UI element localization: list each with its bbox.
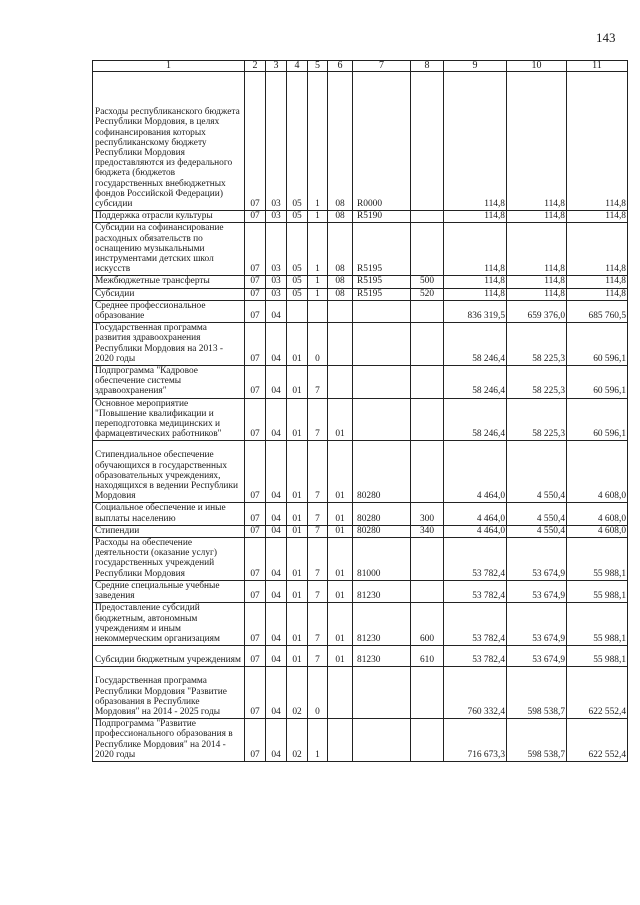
code-section: 07 bbox=[245, 276, 266, 288]
code-type: 600 bbox=[411, 603, 444, 646]
amount-col11: 60 596,1 bbox=[567, 323, 628, 366]
amount-col10: 58 225,3 bbox=[507, 398, 567, 441]
column-header: 4 bbox=[287, 61, 308, 72]
code-subprogram: 1 bbox=[308, 223, 328, 276]
amount-col9: 58 246,4 bbox=[444, 323, 507, 366]
amount-col10: 53 674,9 bbox=[507, 580, 567, 602]
code-type bbox=[411, 719, 444, 762]
row-name: Государственная программа Республики Мордовия "Развитие образования в Республике Мордовия" на 2014 - 2025 годы bbox=[93, 667, 245, 719]
code-program: 01 bbox=[287, 398, 308, 441]
column-header: 6 bbox=[328, 61, 353, 72]
code-expense bbox=[353, 300, 411, 322]
table-row bbox=[93, 300, 628, 322]
code-subprogram: 7 bbox=[308, 503, 328, 525]
code-subsection: 04 bbox=[266, 646, 287, 667]
code-subprogram: 1 bbox=[308, 72, 328, 211]
code-subsection: 04 bbox=[266, 603, 287, 646]
amount-col9: 53 782,4 bbox=[444, 646, 507, 667]
amount-col10: 58 225,3 bbox=[507, 323, 567, 366]
code-type bbox=[411, 323, 444, 366]
code-type bbox=[411, 667, 444, 719]
code-subprogram: 7 bbox=[308, 603, 328, 646]
code-activity bbox=[328, 300, 353, 322]
amount-col11: 114,8 bbox=[567, 211, 628, 223]
code-subsection: 04 bbox=[266, 667, 287, 719]
amount-col11: 60 596,1 bbox=[567, 398, 628, 441]
amount-col10: 4 550,4 bbox=[507, 441, 567, 503]
code-type bbox=[411, 441, 444, 503]
column-header: 3 bbox=[266, 61, 287, 72]
code-activity: 01 bbox=[328, 580, 353, 602]
code-program: 05 bbox=[287, 211, 308, 223]
row-name: Государственная программа развития здравоохранения Республики Мордовия на 2013 - 2020 годы bbox=[93, 323, 245, 366]
amount-col10: 53 674,9 bbox=[507, 538, 567, 581]
amount-col11: 55 988,1 bbox=[567, 538, 628, 581]
amount-col9: 58 246,4 bbox=[444, 398, 507, 441]
code-type bbox=[411, 211, 444, 223]
row-name: Стипендиальное обеспечение обучающихся в государственных образовательных учреждениях, находящихся в ведении Республики Мордовия bbox=[93, 441, 245, 503]
row-name: Субсидии на софинансирование расходных обязательств по оснащению музыкальными инструментами детских школ искусств bbox=[93, 223, 245, 276]
code-activity: 01 bbox=[328, 646, 353, 667]
amount-col10: 114,8 bbox=[507, 211, 567, 223]
code-type: 340 bbox=[411, 525, 444, 537]
code-subprogram: 0 bbox=[308, 667, 328, 719]
code-section: 07 bbox=[245, 525, 266, 537]
code-program: 01 bbox=[287, 323, 308, 366]
code-type: 610 bbox=[411, 646, 444, 667]
code-subsection: 04 bbox=[266, 300, 287, 322]
code-expense: 81230 bbox=[353, 603, 411, 646]
code-section: 07 bbox=[245, 441, 266, 503]
code-expense: 80280 bbox=[353, 503, 411, 525]
table-row bbox=[93, 580, 628, 602]
code-type bbox=[411, 366, 444, 399]
amount-col11: 60 596,1 bbox=[567, 366, 628, 399]
column-header: 7 bbox=[353, 61, 411, 72]
code-expense: R5195 bbox=[353, 223, 411, 276]
code-expense: R0000 bbox=[353, 72, 411, 211]
code-type bbox=[411, 580, 444, 602]
amount-col10: 114,8 bbox=[507, 276, 567, 288]
amount-col11: 622 552,4 bbox=[567, 667, 628, 719]
code-expense: 81230 bbox=[353, 646, 411, 667]
code-subprogram: 1 bbox=[308, 211, 328, 223]
amount-col11: 622 552,4 bbox=[567, 719, 628, 762]
code-subsection: 04 bbox=[266, 441, 287, 503]
code-program: 05 bbox=[287, 276, 308, 288]
table-row bbox=[93, 366, 628, 399]
code-activity bbox=[328, 719, 353, 762]
code-expense: 80280 bbox=[353, 441, 411, 503]
amount-col9: 836 319,5 bbox=[444, 300, 507, 322]
table-row bbox=[93, 323, 628, 366]
code-expense: 80280 bbox=[353, 525, 411, 537]
amount-col9: 716 673,3 bbox=[444, 719, 507, 762]
amount-col9: 760 332,4 bbox=[444, 667, 507, 719]
amount-col11: 55 988,1 bbox=[567, 580, 628, 602]
code-activity: 08 bbox=[328, 288, 353, 300]
amount-col11: 55 988,1 bbox=[567, 646, 628, 667]
code-section: 07 bbox=[245, 719, 266, 762]
amount-col11: 114,8 bbox=[567, 288, 628, 300]
code-subsection: 04 bbox=[266, 398, 287, 441]
table-row bbox=[93, 503, 628, 525]
code-program: 05 bbox=[287, 223, 308, 276]
row-name: Социальное обеспечение и иные выплаты населению bbox=[93, 503, 245, 525]
table-row bbox=[93, 441, 628, 503]
code-program: 01 bbox=[287, 603, 308, 646]
code-subsection: 04 bbox=[266, 525, 287, 537]
code-activity: 01 bbox=[328, 441, 353, 503]
amount-col9: 114,8 bbox=[444, 223, 507, 276]
column-header: 1 bbox=[93, 61, 245, 72]
amount-col11: 55 988,1 bbox=[567, 603, 628, 646]
code-subsection: 04 bbox=[266, 323, 287, 366]
row-name: Предоставление субсидий бюджетным, автономным учреждениям и иным некоммерческим организациям bbox=[93, 603, 245, 646]
code-activity bbox=[328, 667, 353, 719]
amount-col11: 4 608,0 bbox=[567, 503, 628, 525]
code-subprogram: 7 bbox=[308, 366, 328, 399]
code-section: 07 bbox=[245, 300, 266, 322]
amount-col9: 58 246,4 bbox=[444, 366, 507, 399]
table-row bbox=[93, 223, 628, 276]
code-subprogram: 1 bbox=[308, 276, 328, 288]
code-subsection: 04 bbox=[266, 503, 287, 525]
code-section: 07 bbox=[245, 580, 266, 602]
table-row bbox=[93, 603, 628, 646]
code-program: 01 bbox=[287, 503, 308, 525]
code-program: 02 bbox=[287, 719, 308, 762]
code-subprogram: 7 bbox=[308, 538, 328, 581]
amount-col9: 114,8 bbox=[444, 211, 507, 223]
code-subprogram: 1 bbox=[308, 719, 328, 762]
row-name: Среднее профессиональное образование bbox=[93, 300, 245, 322]
table-row bbox=[93, 667, 628, 719]
table-row bbox=[93, 538, 628, 581]
amount-col9: 4 464,0 bbox=[444, 525, 507, 537]
amount-col9: 114,8 bbox=[444, 72, 507, 211]
row-name: Стипендии bbox=[93, 525, 245, 537]
table-row bbox=[93, 525, 628, 537]
table-row bbox=[93, 72, 628, 211]
table-row bbox=[93, 276, 628, 288]
code-section: 07 bbox=[245, 603, 266, 646]
code-expense: R5195 bbox=[353, 288, 411, 300]
code-subsection: 03 bbox=[266, 288, 287, 300]
amount-col10: 659 376,0 bbox=[507, 300, 567, 322]
code-activity: 01 bbox=[328, 525, 353, 537]
row-name: Субсидии bbox=[93, 288, 245, 300]
row-name: Поддержка отрасли культуры bbox=[93, 211, 245, 223]
code-activity: 08 bbox=[328, 211, 353, 223]
code-expense bbox=[353, 719, 411, 762]
code-subprogram: 7 bbox=[308, 580, 328, 602]
amount-col9: 53 782,4 bbox=[444, 538, 507, 581]
code-subsection: 04 bbox=[266, 538, 287, 581]
code-subsection: 03 bbox=[266, 72, 287, 211]
row-name: Межбюджетные трансферты bbox=[93, 276, 245, 288]
code-subprogram bbox=[308, 300, 328, 322]
row-name: Подпрограмма "Развитие профессионального образования в Республике Мордовия" на 2014 - 2020 годы bbox=[93, 719, 245, 762]
code-activity: 01 bbox=[328, 603, 353, 646]
code-activity: 01 bbox=[328, 503, 353, 525]
code-subprogram: 1 bbox=[308, 288, 328, 300]
amount-col11: 114,8 bbox=[567, 72, 628, 211]
code-subsection: 03 bbox=[266, 211, 287, 223]
amount-col10: 598 538,7 bbox=[507, 667, 567, 719]
code-subprogram: 7 bbox=[308, 398, 328, 441]
table-row bbox=[93, 719, 628, 762]
column-header: 9 bbox=[444, 61, 507, 72]
code-program: 01 bbox=[287, 646, 308, 667]
code-activity bbox=[328, 366, 353, 399]
code-subsection: 04 bbox=[266, 719, 287, 762]
code-type bbox=[411, 398, 444, 441]
code-program: 01 bbox=[287, 580, 308, 602]
code-activity: 08 bbox=[328, 223, 353, 276]
row-name: Подпрограмма "Кадровое обеспечение системы здравоохранения" bbox=[93, 366, 245, 399]
code-program: 01 bbox=[287, 366, 308, 399]
row-name: Средние специальные учебные заведения bbox=[93, 580, 245, 602]
table-body bbox=[93, 72, 628, 762]
code-section: 07 bbox=[245, 72, 266, 211]
code-activity bbox=[328, 323, 353, 366]
code-subsection: 03 bbox=[266, 223, 287, 276]
code-program: 01 bbox=[287, 538, 308, 581]
code-expense: 81000 bbox=[353, 538, 411, 581]
column-header: 11 bbox=[567, 61, 628, 72]
code-section: 07 bbox=[245, 366, 266, 399]
amount-col11: 4 608,0 bbox=[567, 441, 628, 503]
amount-col10: 53 674,9 bbox=[507, 646, 567, 667]
code-program: 05 bbox=[287, 288, 308, 300]
budget-table bbox=[92, 60, 628, 762]
amount-col9: 114,8 bbox=[444, 276, 507, 288]
code-section: 07 bbox=[245, 223, 266, 276]
code-expense bbox=[353, 323, 411, 366]
amount-col10: 114,8 bbox=[507, 223, 567, 276]
code-type bbox=[411, 538, 444, 581]
code-program bbox=[287, 300, 308, 322]
code-subprogram: 0 bbox=[308, 323, 328, 366]
code-section: 07 bbox=[245, 398, 266, 441]
code-subsection: 04 bbox=[266, 580, 287, 602]
code-expense: R5190 bbox=[353, 211, 411, 223]
code-type bbox=[411, 223, 444, 276]
table-row bbox=[93, 646, 628, 667]
code-type: 500 bbox=[411, 276, 444, 288]
code-expense: R5195 bbox=[353, 276, 411, 288]
code-expense: 81230 bbox=[353, 580, 411, 602]
column-header: 8 bbox=[411, 61, 444, 72]
amount-col11: 4 608,0 bbox=[567, 525, 628, 537]
code-type: 300 bbox=[411, 503, 444, 525]
code-section: 07 bbox=[245, 503, 266, 525]
amount-col9: 53 782,4 bbox=[444, 603, 507, 646]
table-row bbox=[93, 288, 628, 300]
table-row bbox=[93, 398, 628, 441]
code-subprogram: 7 bbox=[308, 525, 328, 537]
row-name: Субсидии бюджетным учреждениям bbox=[93, 646, 245, 667]
amount-col10: 4 550,4 bbox=[507, 525, 567, 537]
code-activity: 08 bbox=[328, 276, 353, 288]
row-name: Расходы на обеспечение деятельности (оказание услуг) государственных учреждений Республики Мордовия bbox=[93, 538, 245, 581]
code-section: 07 bbox=[245, 538, 266, 581]
amount-col10: 114,8 bbox=[507, 72, 567, 211]
table-row bbox=[93, 211, 628, 223]
code-section: 07 bbox=[245, 667, 266, 719]
code-program: 01 bbox=[287, 441, 308, 503]
row-name: Расходы республиканского бюджета Республики Мордовия, в целях софинансирования которых республиканскому бюджету Республики Мордовия предоставляются из федерального бюджета (бюджетов государственных внебюджетных фондов Российской Федерации) субсидии bbox=[93, 72, 245, 211]
amount-col10: 53 674,9 bbox=[507, 603, 567, 646]
code-section: 07 bbox=[245, 646, 266, 667]
code-activity: 08 bbox=[328, 72, 353, 211]
code-expense bbox=[353, 366, 411, 399]
header-row bbox=[93, 61, 628, 72]
amount-col10: 58 225,3 bbox=[507, 366, 567, 399]
amount-col9: 4 464,0 bbox=[444, 503, 507, 525]
page-number: 143 bbox=[596, 30, 616, 45]
code-type bbox=[411, 72, 444, 211]
code-program: 01 bbox=[287, 525, 308, 537]
code-expense bbox=[353, 398, 411, 441]
code-activity: 01 bbox=[328, 398, 353, 441]
code-section: 07 bbox=[245, 288, 266, 300]
code-program: 05 bbox=[287, 72, 308, 211]
code-subprogram: 7 bbox=[308, 646, 328, 667]
amount-col11: 685 760,5 bbox=[567, 300, 628, 322]
amount-col9: 4 464,0 bbox=[444, 441, 507, 503]
code-section: 07 bbox=[245, 323, 266, 366]
column-header: 2 bbox=[245, 61, 266, 72]
code-subprogram: 7 bbox=[308, 441, 328, 503]
code-type: 520 bbox=[411, 288, 444, 300]
row-name: Основное мероприятие "Повышение квалификации и переподготовка медицинских и фармацевтических работников" bbox=[93, 398, 245, 441]
amount-col9: 114,8 bbox=[444, 288, 507, 300]
code-expense bbox=[353, 667, 411, 719]
amount-col10: 114,8 bbox=[507, 288, 567, 300]
code-section: 07 bbox=[245, 211, 266, 223]
column-header: 5 bbox=[308, 61, 328, 72]
code-subsection: 04 bbox=[266, 366, 287, 399]
amount-col10: 598 538,7 bbox=[507, 719, 567, 762]
column-header: 10 bbox=[507, 61, 567, 72]
amount-col10: 4 550,4 bbox=[507, 503, 567, 525]
code-type bbox=[411, 300, 444, 322]
code-program: 02 bbox=[287, 667, 308, 719]
code-subsection: 03 bbox=[266, 276, 287, 288]
amount-col11: 114,8 bbox=[567, 223, 628, 276]
amount-col9: 53 782,4 bbox=[444, 580, 507, 602]
code-activity: 01 bbox=[328, 538, 353, 581]
amount-col11: 114,8 bbox=[567, 276, 628, 288]
